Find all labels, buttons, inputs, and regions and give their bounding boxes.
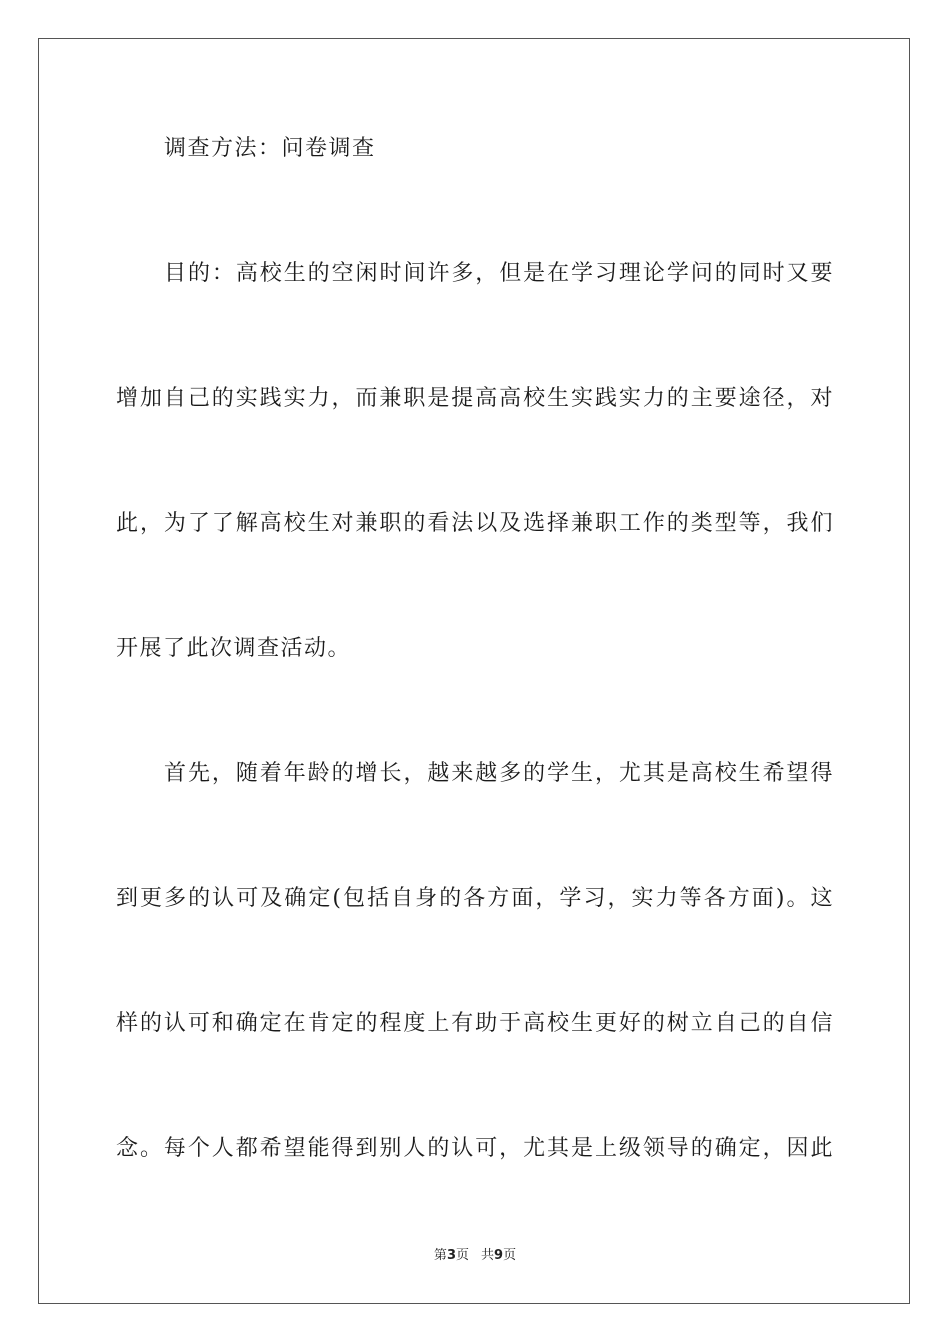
paragraph-3-line-1: 首先，随着年龄的增长，越来越多的学生，尤其是高校生希望得 xyxy=(164,761,834,786)
paragraph-3-line-4: 念。每个人都希望能得到别人的认可，尤其是上级领导的确定，因此 xyxy=(116,1136,834,1161)
paragraph-2-line-4: 开展了此次调查活动。 xyxy=(116,636,352,661)
paragraph-3-line-2: 到更多的认可及确定(包括自身的各方面，学习，实力等各方面)。这 xyxy=(116,886,834,911)
page-total: 共9页 xyxy=(481,1248,517,1263)
paragraph-2-line-2: 增加自己的实践实力，而兼职是提高高校生实践实力的主要途径，对 xyxy=(116,386,834,411)
page-number: 第3页 xyxy=(433,1248,469,1263)
page-footer xyxy=(0,1247,950,1265)
paragraph-2-line-1: 目的：高校生的空闲时间许多，但是在学习理论学问的同时又要 xyxy=(164,261,834,286)
page-border xyxy=(38,38,910,1304)
paragraph-3-line-3: 样的认可和确定在肯定的程度上有助于高校生更好的树立自己的自信 xyxy=(116,1011,834,1036)
paragraph-1-line-1: 调查方法：问卷调查 xyxy=(164,136,376,161)
paragraph-2-line-3: 此，为了了解高校生对兼职的看法以及选择兼职工作的类型等，我们 xyxy=(116,511,834,536)
